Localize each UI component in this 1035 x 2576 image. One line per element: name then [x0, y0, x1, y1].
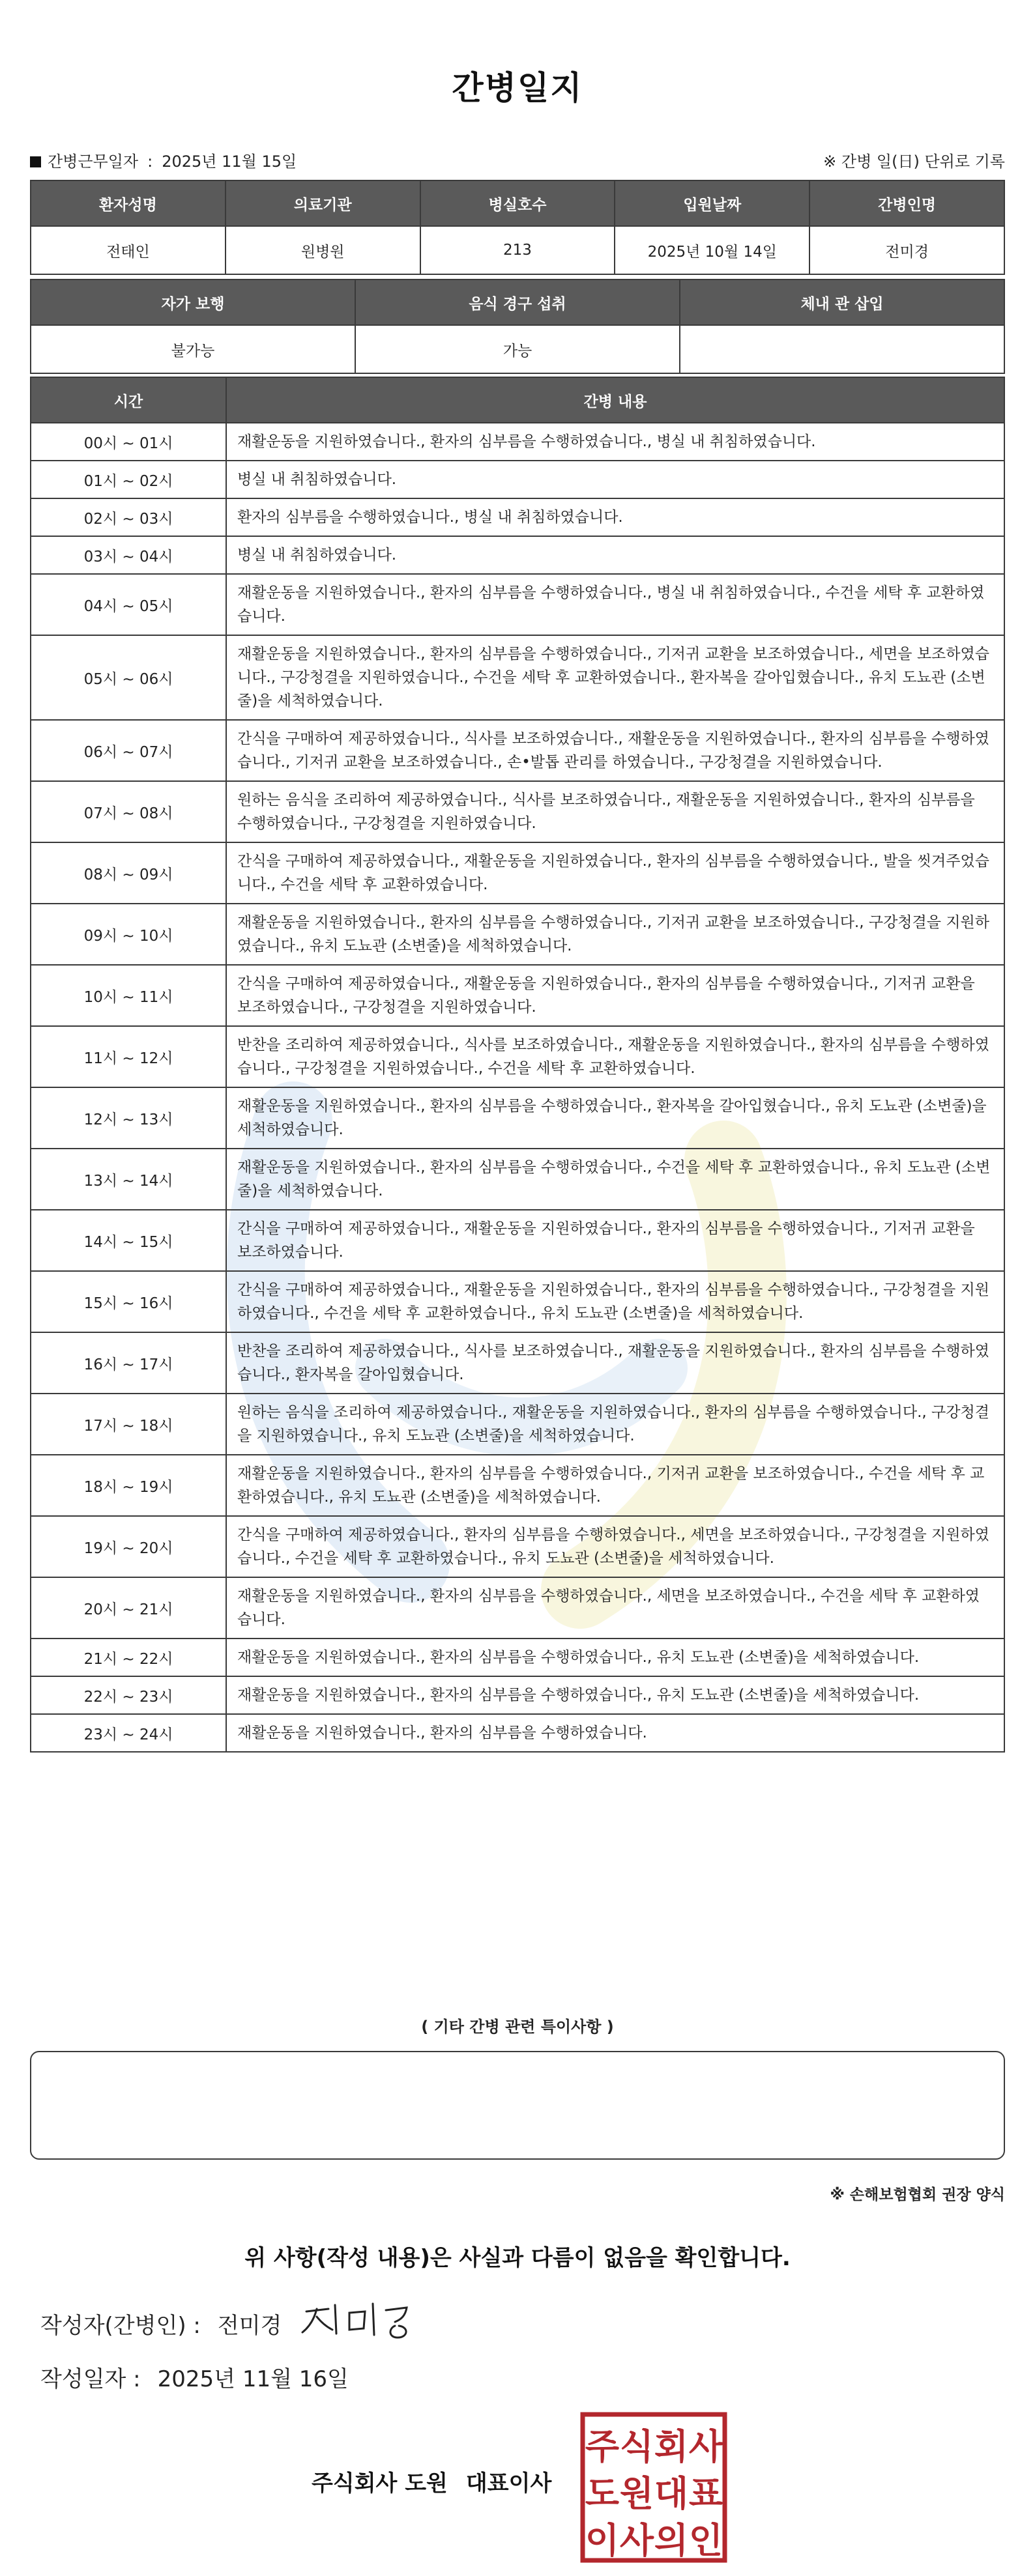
log-content: 간식을 구매하여 제공하였습니다., 재활운동을 지원하였습니다., 환자의 심부름을 수행하였습니다., 발을 씻겨주었습니다., 수건을 세탁 후 교환하였습니다. [226, 842, 1004, 904]
log-time: 15시 ~ 16시 [31, 1271, 226, 1332]
log-row [31, 423, 1004, 461]
log-content: 병실 내 취침하였습니다. [226, 536, 1004, 574]
log-time: 09시 ~ 10시 [31, 904, 226, 965]
log-row [31, 1394, 1004, 1455]
log-row [31, 1149, 1004, 1210]
work-date-separator: : [147, 152, 153, 171]
patient-name-value: 전태인 [31, 226, 226, 274]
log-content: 병실 내 취침하였습니다. [226, 461, 1004, 498]
square-bullet-icon [30, 156, 41, 167]
log-row [31, 1271, 1004, 1332]
log-row [31, 1455, 1004, 1516]
unit-note: ※ 간병 일(日) 단위로 기록 [823, 152, 1005, 171]
log-content: 간식을 구매하여 제공하였습니다., 식사를 보조하였습니다., 재활운동을 지원하였습니다., 환자의 심부름을 수행하였습니다., 기저귀 교환을 보조하였습니다., 손•발톱 관리를 하였습니다., 구강청결을 지원하였습니다. [226, 720, 1004, 781]
room-number-header: 병실호수 [420, 180, 615, 226]
log-time: 21시 ~ 22시 [31, 1639, 226, 1676]
patient-name-header: 환자성명 [31, 180, 226, 226]
log-content: 재활운동을 지원하였습니다., 환자의 심부름을 수행하였습니다., 병실 내 취침하였습니다., 수건을 세탁 후 교환하였습니다. [226, 574, 1004, 635]
seal-glyph: 도 [585, 2473, 620, 2514]
log-content: 재활운동을 지원하였습니다., 환자의 심부름을 수행하였습니다., 수건을 세탁 후 교환하였습니다., 유치 도뇨관 (소변줄)을 세척하였습니다. [226, 1149, 1004, 1210]
log-row [31, 842, 1004, 904]
log-header-row [31, 377, 1004, 423]
log-time: 23시 ~ 24시 [31, 1714, 226, 1752]
caregiver-name-value: 전미경 [809, 226, 1004, 274]
log-content: 환자의 심부름을 수행하였습니다., 병실 내 취침하였습니다. [226, 498, 1004, 536]
log-row [31, 1676, 1004, 1714]
seal-glyph: 원 [619, 2473, 654, 2514]
company-name: 주식회사 도원 [312, 2470, 448, 2497]
seal-glyph: 사 [619, 2520, 654, 2561]
company-representative: 대표이사 [465, 2470, 552, 2497]
confirmation-statement: 위 사항(작성 내용)은 사실과 다름이 없음을 확인합니다. [244, 2245, 791, 2271]
log-time: 20시 ~ 21시 [31, 1577, 226, 1639]
log-body [31, 423, 1004, 1752]
writer-line [40, 2308, 282, 2340]
admission-date-header: 입원날짜 [615, 180, 809, 226]
work-date-line [30, 149, 297, 171]
log-row [31, 498, 1004, 536]
log-content: 원하는 음식을 조리하여 제공하였습니다., 식사를 보조하였습니다., 재활운동을 지원하였습니다., 환자의 심부름을 수행하였습니다., 구강청결을 지원하였습니다. [226, 781, 1004, 842]
company-line [312, 2465, 551, 2497]
log-row [31, 1026, 1004, 1087]
tube-insertion-header: 체내 관 삽입 [680, 279, 1004, 325]
patient-header-row [31, 180, 1004, 226]
log-content: 재활운동을 지원하였습니다., 환자의 심부름을 수행하였습니다., 병실 내 취침하였습니다. [226, 423, 1004, 461]
seal-glyph: 표 [688, 2473, 723, 2514]
work-date-label: 간병근무일자 [48, 152, 139, 171]
log-row [31, 635, 1004, 720]
status-header-row [31, 279, 1004, 325]
log-time: 10시 ~ 11시 [31, 965, 226, 1026]
log-time: 08시 ~ 09시 [31, 842, 226, 904]
oral-intake-value: 가능 [355, 325, 680, 373]
admission-date-value: 2025년 10월 14일 [615, 226, 809, 274]
log-time: 13시 ~ 14시 [31, 1149, 226, 1210]
time-header: 시간 [31, 377, 226, 423]
log-content: 재활운동을 지원하였습니다., 환자의 심부름을 수행하였습니다., 기저귀 교환을 보조하였습니다., 구강청결을 지원하였습니다., 유치 도뇨관 (소변줄)을 세척하였습니다. [226, 904, 1004, 965]
writer-label: 작성자(간병인) : [40, 2313, 201, 2339]
seal-glyph: 대 [654, 2473, 689, 2514]
seal-glyph: 인 [688, 2520, 723, 2561]
log-row [31, 720, 1004, 781]
log-time: 11시 ~ 12시 [31, 1026, 226, 1087]
caregiver-name-header: 간병인명 [809, 180, 1004, 226]
log-time: 16시 ~ 17시 [31, 1332, 226, 1394]
patient-value-row [31, 226, 1004, 274]
seal-glyph: 이 [585, 2520, 620, 2561]
seal-glyph: 의 [654, 2520, 689, 2561]
log-time: 19시 ~ 20시 [31, 1516, 226, 1577]
hospital-value: 원병원 [226, 226, 420, 274]
log-content: 간식을 구매하여 제공하였습니다., 재활운동을 지원하였습니다., 환자의 심부름을 수행하였습니다., 기저귀 교환을 보조하였습니다., 구강청결을 지원하였습니다. [226, 965, 1004, 1026]
self-walking-value: 불가능 [31, 325, 355, 373]
status-value-row [31, 325, 1004, 373]
self-walking-header: 자가 보행 [31, 279, 355, 325]
log-content: 재활운동을 지원하였습니다., 환자의 심부름을 수행하였습니다., 세면을 보조하였습니다., 수건을 세탁 후 교환하였습니다. [226, 1577, 1004, 1639]
log-time: 17시 ~ 18시 [31, 1394, 226, 1455]
patient-info-table [30, 180, 1005, 275]
written-date-line [40, 2361, 349, 2393]
log-content: 반찬을 조리하여 제공하였습니다., 식사를 보조하였습니다., 재활운동을 지원하였습니다., 환자의 심부름을 수행하였습니다., 환자복을 갈아입혔습니다. [226, 1332, 1004, 1394]
work-date-value: 2025년 11월 15일 [162, 152, 297, 171]
log-row [31, 1577, 1004, 1639]
log-row [31, 536, 1004, 574]
log-time: 06시 ~ 07시 [31, 720, 226, 781]
log-time: 14시 ~ 15시 [31, 1210, 226, 1271]
room-number-value: 213 [420, 226, 615, 274]
log-content: 재활운동을 지원하였습니다., 환자의 심부름을 수행하였습니다., 기저귀 교환을 보조하였습니다., 수건을 세탁 후 교환하였습니다., 유치 도뇨관 (소변줄)을 세척하였습니다. [226, 1455, 1004, 1516]
log-time: 18시 ~ 19시 [31, 1455, 226, 1516]
log-time: 12시 ~ 13시 [31, 1087, 226, 1149]
log-row [31, 1332, 1004, 1394]
seal-glyph: 회 [654, 2426, 689, 2467]
log-row [31, 781, 1004, 842]
special-notes-box [30, 2051, 1005, 2160]
log-row [31, 965, 1004, 1026]
seal-glyph: 사 [688, 2426, 723, 2467]
log-row [31, 1516, 1004, 1577]
writer-name: 전미경 [217, 2313, 282, 2339]
hospital-header: 의료기관 [226, 180, 420, 226]
form-source-note: ※ 손해보험협회 권장 양식 [830, 2186, 1005, 2203]
log-row [31, 1714, 1004, 1752]
log-content: 재활운동을 지원하였습니다., 환자의 심부름을 수행하였습니다., 유치 도뇨관 (소변줄)을 세척하였습니다. [226, 1639, 1004, 1676]
log-time: 22시 ~ 23시 [31, 1676, 226, 1714]
handwritten-signature [297, 2293, 428, 2345]
log-content: 재활운동을 지원하였습니다., 환자의 심부름을 수행하였습니다., 유치 도뇨관 (소변줄)을 세척하였습니다. [226, 1676, 1004, 1714]
written-date-value: 2025년 11월 16일 [157, 2366, 349, 2392]
log-time: 07시 ~ 08시 [31, 781, 226, 842]
page-title: 간병일지 [452, 69, 583, 107]
log-content: 반찬을 조리하여 제공하였습니다., 식사를 보조하였습니다., 재활운동을 지원하였습니다., 환자의 심부름을 수행하였습니다., 구강청결을 지원하였습니다., 수건을 세탁 후 교환하였습니다. [226, 1026, 1004, 1087]
log-time: 03시 ~ 04시 [31, 536, 226, 574]
log-content: 재활운동을 지원하였습니다., 환자의 심부름을 수행하였습니다., 환자복을 갈아입혔습니다., 유치 도뇨관 (소변줄)을 세척하였습니다. [226, 1087, 1004, 1149]
log-row [31, 461, 1004, 498]
log-row [31, 1210, 1004, 1271]
seal-glyph: 식 [619, 2426, 654, 2467]
log-content: 재활운동을 지원하였습니다., 환자의 심부름을 수행하였습니다. [226, 1714, 1004, 1752]
written-date-label: 작성일자 : [40, 2366, 141, 2392]
log-content: 간식을 구매하여 제공하였습니다., 재활운동을 지원하였습니다., 환자의 심부름을 수행하였습니다., 구강청결을 지원하였습니다., 수건을 세탁 후 교환하였습니다., 유치 도뇨관 (소변줄)을 세척하였습니다. [226, 1271, 1004, 1332]
care-content-header: 간병 내용 [226, 377, 1004, 423]
log-time: 00시 ~ 01시 [31, 423, 226, 461]
log-content: 간식을 구매하여 제공하였습니다., 환자의 심부름을 수행하였습니다., 세면을 보조하였습니다., 구강청결을 지원하였습니다., 수건을 세탁 후 교환하였습니다., 유치 도뇨관 (소변줄)을 세척하였습니다. [226, 1516, 1004, 1577]
log-row [31, 1639, 1004, 1676]
patient-status-table [30, 279, 1005, 374]
log-content: 간식을 구매하여 제공하였습니다., 재활운동을 지원하였습니다., 환자의 심부름을 수행하였습니다., 기저귀 교환을 보조하였습니다. [226, 1210, 1004, 1271]
log-row [31, 904, 1004, 965]
care-log-table [30, 377, 1005, 1753]
log-row [31, 1087, 1004, 1149]
log-row [31, 574, 1004, 635]
log-content: 원하는 음식을 조리하여 제공하였습니다., 재활운동을 지원하였습니다., 환자의 심부름을 수행하였습니다., 구강청결을 지원하였습니다., 유치 도뇨관 (소변줄)을 세척하였습니다. [226, 1394, 1004, 1455]
log-time: 05시 ~ 06시 [31, 635, 226, 720]
tube-insertion-value [680, 325, 1004, 373]
seal-glyph: 주 [585, 2426, 620, 2467]
log-time: 01시 ~ 02시 [31, 461, 226, 498]
log-time: 02시 ~ 03시 [31, 498, 226, 536]
log-content: 재활운동을 지원하였습니다., 환자의 심부름을 수행하였습니다., 기저귀 교환을 보조하였습니다., 세면을 보조하였습니다., 구강청결을 지원하였습니다., 수건을 세탁 후 교환하였습니다., 환자복을 갈아입혔습니다., 유치 도뇨관 (소변줄)을 세척하였습니다. [226, 635, 1004, 720]
oral-intake-header: 음식 경구 섭취 [355, 279, 680, 325]
company-seal [579, 2411, 729, 2564]
notes-title: ( 기타 간병 관련 특이사항 ) [421, 2018, 614, 2036]
log-time: 04시 ~ 05시 [31, 574, 226, 635]
